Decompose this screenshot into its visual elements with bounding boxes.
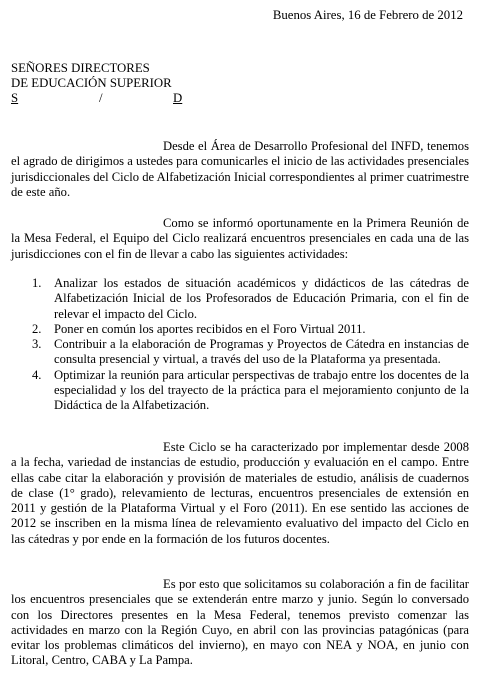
list-item-text: Optimizar la reunión para articular perspectivas de trabajo entre los docentes de la especialidad y los del trayecto de la práctica para el mejoramiento conjunto de la Didáctica de la Alfabetización. (54, 367, 469, 413)
list-item-text: Poner en común los aportes recibidos en el Foro Virtual 2011. (54, 321, 366, 336)
list-item-number: 4. (32, 367, 42, 382)
recipient-block (11, 61, 183, 106)
list-item-number: 2. (32, 321, 42, 336)
paragraph-2: Como se informó oportunamente en la Primera Reunión de la Mesa Federal, el Equipo del Ciclo realizará encuentros presenciales en cada una de las jurisdicciones con el fin de llevar a cabo las siguientes actividades: (11, 216, 469, 261)
list-item (11, 276, 469, 322)
list-item-number: 3. (32, 337, 42, 352)
paragraph-4: Es por esto que solicitamos su colaboración a fin de facilitar los encuentros presenciales que se extenderán entre marzo y junio. Según lo conversado con los Directores presentes en la Mesa Federal, tenemos previsto comenzar las actividades en marzo con la Región Cuyo, en abril con las provincias patagónicas (para evitar los problemas climáticos del invierno), en mayo con NEA y NOA, en junio con Litoral, Centro, CABA y La Pampa. (11, 577, 469, 668)
list-item-text: Analizar los estados de situación académicos y didácticos de las cátedras de Alfabetización Inicial de los Profesorados de Educación Primaria, con el fin de relevar el impacto del Ciclo. (54, 276, 469, 321)
paragraph-1: Desde el Área de Desarrollo Profesional del INFD, tenemos el agrado de dirigimos a ustedes para comunicarles el inicio de las actividades presenciales jurisdiccionales del Ciclo de Alfabetización Inicial correspondientes al primer cuatrimestre de este año. (11, 139, 469, 199)
recipient-slash: / (99, 91, 103, 105)
recipient-s: S (11, 91, 19, 105)
list-item-text: Contribuir a la elaboración de Programas y Proyectos de Cátedra en instancias de consulta presencial y virtual, a través del uso de la Plataforma ya presentada. (54, 337, 469, 367)
list-item (11, 337, 469, 368)
recipient-line-1: SEÑORES DIRECTORES (11, 61, 150, 75)
recipient-line-2: DE EDUCACIÓN SUPERIOR (11, 76, 172, 90)
recipient-d: D (173, 91, 183, 105)
paragraph-3: Este Ciclo se ha caracterizado por implementar desde 2008 a la fecha, variedad de instancias de estudio, producción y evaluación en el campo. Entre ellas cabe citar la elaboración y provisión de materiales de estudio, análisis de cuadernos de clase (1° grado), relevamiento de lecturas, encuentros presenciales de extensión en 2011 y gestión de la Plataforma Virtual y el Foro (2011). En ese sentido las acciones de 2012 se inscriben en la misma línea de relevamiento evaluativo del impacto del Ciclo en las cátedras y por ende en la formación de los futuros docentes. (11, 440, 469, 546)
recipient-sd-line (11, 91, 183, 106)
list-item (11, 368, 469, 414)
list-item-number: 1. (32, 276, 42, 290)
letter-date: Buenos Aires, 16 de Febrero de 2012 (272, 8, 463, 22)
activities-list (11, 276, 469, 414)
list-item (11, 322, 469, 337)
